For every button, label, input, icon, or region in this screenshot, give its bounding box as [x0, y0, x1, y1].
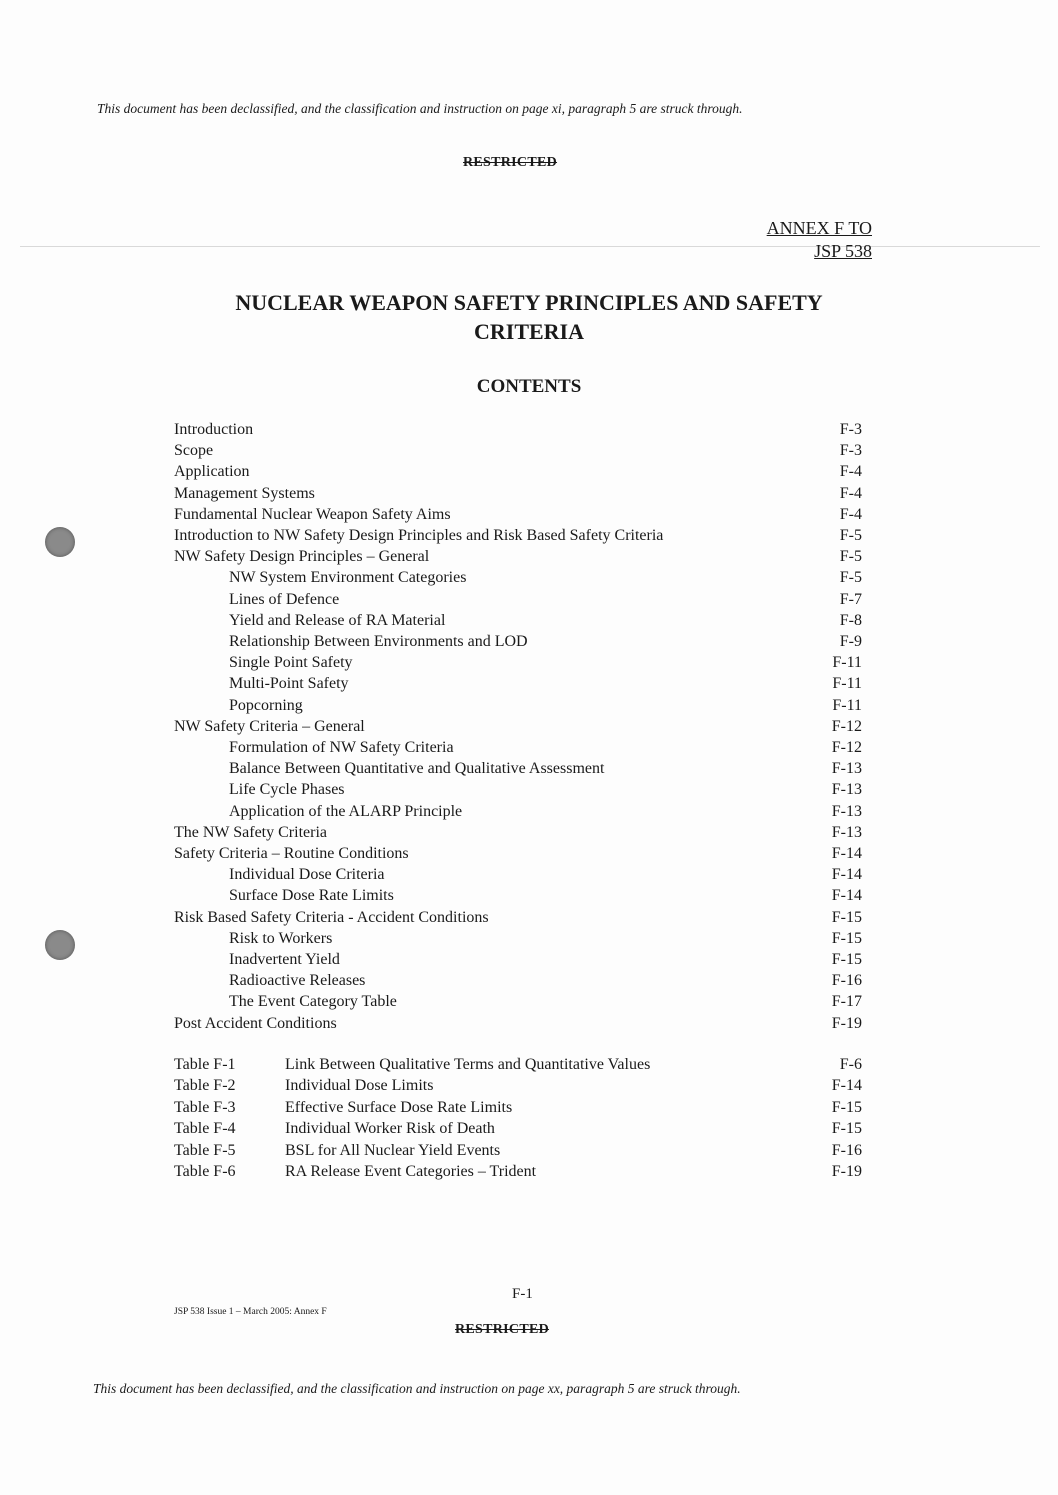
table-list-id: Table F-5 [174, 1141, 236, 1159]
toc-entry [174, 909, 862, 930]
toc-entry-label: Relationship Between Environments and LOD [229, 633, 528, 650]
table-list-page: F-16 [831, 1141, 862, 1159]
footer-reference: JSP 538 Issue 1 – March 2005: Annex F [174, 1307, 327, 1317]
restricted-marking-top: RESTRICTED [463, 155, 558, 170]
toc-entry [174, 845, 862, 866]
toc-entry-label: Introduction [174, 421, 254, 438]
declassification-notice-bottom: This document has been declassified, and the classification and instruction on page xx, paragraph 5 are struck through. [93, 1381, 741, 1396]
table-list-description: Individual Dose Limits [285, 1077, 434, 1095]
page-number: F-1 [512, 1286, 533, 1302]
toc-entry-page: F-11 [832, 654, 862, 672]
toc-entry [174, 760, 862, 781]
toc-entry [174, 612, 862, 633]
toc-entry-page: F-9 [839, 633, 862, 650]
toc-entry [174, 506, 862, 527]
table-list-entry [174, 1056, 862, 1077]
toc-entry [174, 739, 862, 760]
table-list-page: F-15 [831, 1120, 862, 1138]
toc-entry-page: F-3 [839, 442, 862, 460]
table-list-entry [174, 1120, 862, 1141]
toc-entry-page: F-17 [831, 993, 862, 1011]
toc-entry-label: Balance Between Quantitative and Qualitative Assessment [229, 760, 605, 778]
annex-line-1: ANNEX F TO [766, 218, 872, 238]
restricted-marking-bottom: RESTRICTED [455, 1322, 550, 1337]
table-list-page: F-6 [839, 1056, 862, 1073]
toc-entry [174, 633, 862, 654]
toc-entry-page: F-5 [839, 569, 862, 587]
table-list-id: Table F-6 [174, 1163, 236, 1180]
scan-line [20, 246, 1040, 247]
document-title [0, 290, 1058, 345]
table-list-id: Table F-1 [174, 1056, 236, 1073]
toc-entry-label: Fundamental Nuclear Weapon Safety Aims [174, 505, 451, 523]
toc-entry-page: F-4 [839, 463, 862, 481]
toc-entry-page: F-12 [831, 739, 862, 756]
toc-entry-page: F-3 [839, 421, 862, 438]
title-line-2: CRITERIA [473, 319, 585, 344]
toc-entry-page: F-14 [831, 845, 862, 862]
toc-entry [174, 527, 862, 548]
table-list-entry [174, 1077, 862, 1098]
toc-entry-page: F-15 [831, 951, 862, 968]
toc-entry-label: Individual Dose Criteria [229, 866, 385, 884]
table-list-description: RA Release Event Categories – Trident [285, 1163, 537, 1180]
toc-entry [174, 781, 862, 802]
table-list-page: F-14 [831, 1077, 862, 1095]
table-list-id: Table F-4 [174, 1120, 236, 1138]
toc-entry-label: Multi-Point Safety [229, 675, 349, 693]
toc-entry-label: Inadvertent Yield [229, 951, 340, 968]
toc-entry [174, 824, 862, 845]
toc-entry-label: Application of the ALARP Principle [229, 802, 463, 820]
toc-entry-label: Risk to Workers [229, 929, 333, 947]
toc-entry-page: F-4 [839, 484, 862, 502]
table-list-id: Table F-2 [174, 1077, 236, 1095]
toc-entry-page: F-7 [839, 590, 862, 608]
toc-entry-page: F-8 [839, 611, 862, 629]
punch-hole-top [45, 527, 75, 557]
toc-entry-label: Management Systems [174, 484, 315, 502]
toc-entry [174, 442, 862, 463]
toc-entry-label: Yield and Release of RA Material [229, 611, 446, 629]
table-list-page: F-19 [831, 1163, 862, 1180]
toc-entry [174, 1015, 862, 1036]
toc-entry-label: Safety Criteria – Routine Conditions [174, 845, 409, 862]
toc-entry-page: F-4 [839, 505, 862, 523]
annex-line-2: JSP 538 [814, 241, 872, 261]
toc-entry-label: Life Cycle Phases [229, 781, 345, 799]
toc-entry-label: NW System Environment Categories [229, 569, 467, 587]
toc-entry [174, 421, 862, 442]
toc-entry-label: Scope [174, 442, 214, 460]
toc-entry-page: F-5 [839, 548, 862, 566]
toc-entry [174, 803, 862, 824]
toc-entry [174, 972, 862, 993]
toc-entry [174, 930, 862, 951]
toc-entry-label: NW Safety Criteria – General [174, 717, 365, 735]
table-list-entry [174, 1163, 862, 1184]
toc-entry [174, 569, 862, 590]
toc-entry [174, 591, 862, 612]
annex-reference [767, 218, 872, 262]
table-list-entry [174, 1099, 862, 1120]
toc-entry-page: F-5 [839, 527, 862, 544]
toc-entry [174, 463, 862, 484]
toc-entry-page: F-15 [831, 929, 862, 947]
table-list-description: Individual Worker Risk of Death [285, 1120, 495, 1138]
toc-entry-page: F-16 [831, 972, 862, 990]
declassification-notice-top: This document has been declassified, and the classification and instruction on page xi, paragraph 5 are struck through. [97, 101, 743, 116]
toc-entry-page: F-13 [831, 781, 862, 799]
table-list-description: Link Between Qualitative Terms and Quantitative Values [285, 1056, 651, 1073]
toc-entry-label: Introduction to NW Safety Design Principles and Risk Based Safety Criteria [174, 527, 664, 544]
toc-entry-page: F-14 [831, 887, 862, 905]
toc-entry-page: F-11 [832, 696, 862, 714]
toc-entry [174, 718, 862, 739]
toc-entry-label: Application [174, 463, 250, 481]
toc-entry [174, 675, 862, 696]
table-list-page: F-15 [831, 1098, 862, 1116]
toc-entry [174, 697, 862, 718]
toc-entry-label: Lines of Defence [229, 590, 340, 608]
toc-entry [174, 887, 862, 908]
table-list-description: BSL for All Nuclear Yield Events [285, 1141, 501, 1159]
toc-entry-label: Single Point Safety [229, 654, 353, 672]
table-list-id: Table F-3 [174, 1098, 236, 1116]
toc-entry [174, 548, 862, 569]
toc-entry-page: F-14 [831, 866, 862, 884]
toc-entry-page: F-15 [831, 908, 862, 926]
toc-entry-label: Post Accident Conditions [174, 1014, 337, 1032]
toc-entry [174, 654, 862, 675]
toc-entry [174, 951, 862, 972]
contents-heading: CONTENTS [476, 376, 582, 397]
table-list-description: Effective Surface Dose Rate Limits [285, 1098, 513, 1116]
toc-entry-label: The NW Safety Criteria [174, 823, 327, 841]
punch-hole-bottom [45, 930, 75, 960]
title-line-1: NUCLEAR WEAPON SAFETY PRINCIPLES AND SAFETY [235, 290, 823, 315]
toc-entry-label: Risk Based Safety Criteria - Accident Conditions [174, 908, 489, 926]
toc-entry-label: Surface Dose Rate Limits [229, 887, 394, 905]
toc-entry [174, 993, 862, 1014]
toc-entry [174, 866, 862, 887]
toc-entry-label: NW Safety Design Principles – General [174, 548, 430, 566]
toc-entry-label: Popcorning [229, 696, 303, 714]
toc-entry-page: F-19 [831, 1014, 862, 1032]
toc-entry-page: F-13 [831, 760, 862, 778]
table-list-entry [174, 1142, 862, 1163]
toc-entry-page: F-13 [831, 823, 862, 841]
toc-entry-label: The Event Category Table [229, 993, 397, 1011]
toc-entry [174, 485, 862, 506]
toc-entry-page: F-11 [832, 675, 862, 693]
toc-entry-label: Formulation of NW Safety Criteria [229, 739, 454, 756]
toc-entry-label: Radioactive Releases [229, 972, 366, 990]
toc-entry-page: F-13 [831, 802, 862, 820]
toc-entry-page: F-12 [831, 717, 862, 735]
